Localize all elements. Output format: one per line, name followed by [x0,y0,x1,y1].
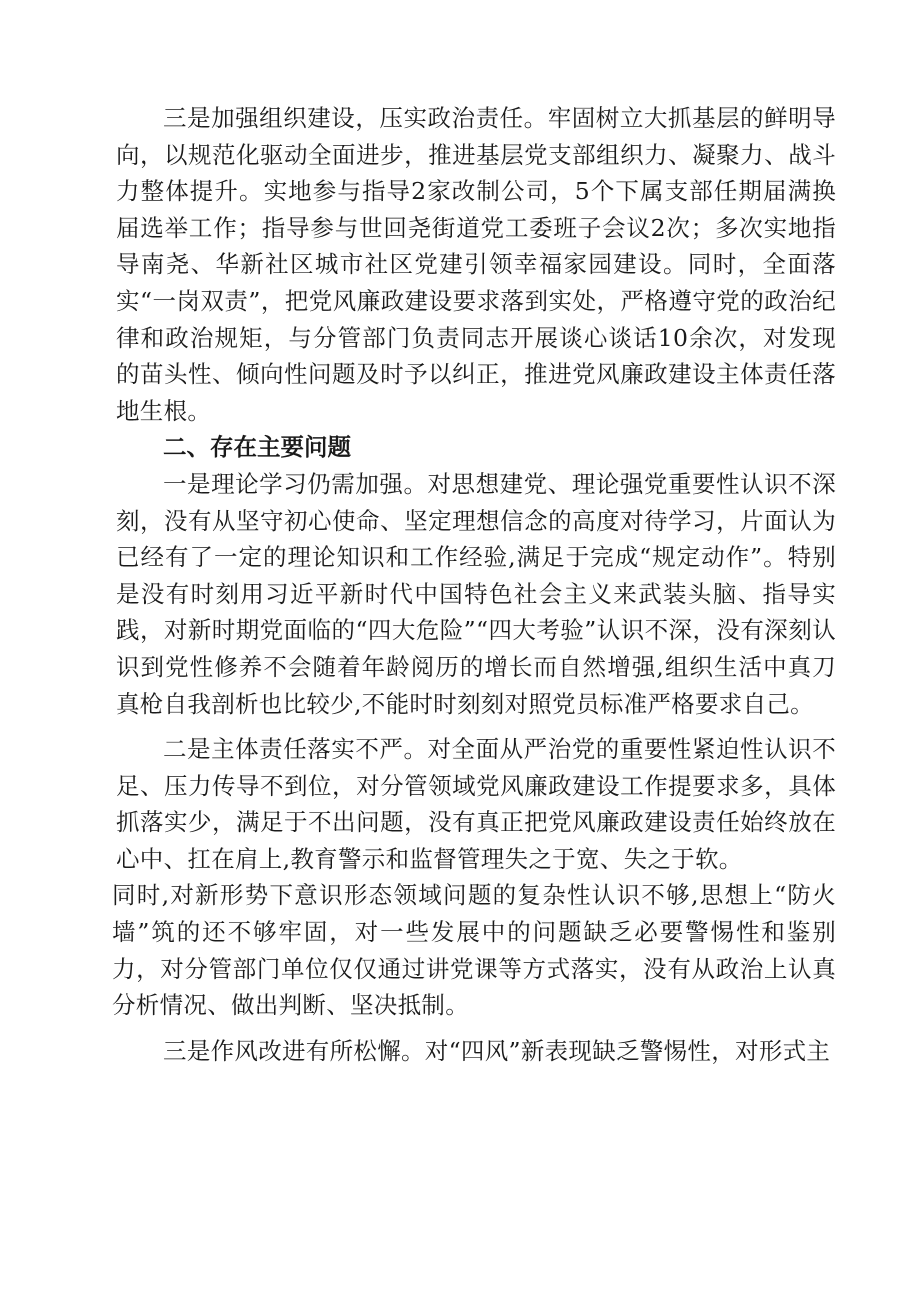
paragraph-spacer [116,722,836,731]
paragraph-organization-building: 三是加强组织建设，压实政治责任。牢固树立大抓基层的鲜明导向，以规范化驱动全面进步，推进基层党支部组织力、凝聚力、战斗力整体提升。实地参与指导2家改制公司，5个下属支部任期届满换届选举工作；指导参与世回尧街道党工委班子会议2次；多次实地指导南尧、华新社区城市社区党建引领幸福家园建设。同时，全面落实“一岗双责”，把党风廉政建设要求落到实处，严格遵守党的政治纪律和政治规矩，与分管部门负责同志开展谈心谈话10余次，对发现的苗头性、倾向性问题及时予以纠正，推进党风廉政建设主体责任落地生根。 [116,104,836,425]
section-heading-problems: 二、存在主要问题 [163,433,351,462]
paragraph-theory-study: 一是理论学习仍需加强。对思想建党、理论强党重要性认识不深刻，没有从坚守初心使命、坚定理想信念的高度对待学习，片面认为已经有了一定的理论知识和工作经验,满足于完成“规定动作”。特别是没有时刻用习近平新时代中国特色社会主义来武装头脑、指导实践，对新时期党面临的“四大危险”“四大考验”认识不深，没有深刻认识到党性修养不会随着年龄阅历的增长而自然增强,组织生活中真刀真枪自我剖析也比较少,不能时时刻刻对照党员标准严格要求自己。 [116,469,836,718]
paragraph-spacer [116,1024,836,1033]
document-page [112,100,836,1069]
paragraph-work-style: 三是作风改进有所松懈。对“四风”新表现缺乏警惕性，对形式主 [163,1036,831,1065]
paragraph-ideology: 同时,对新形势下意识形态领域问题的复杂性认识不够,思想上“防火墙”筑的还不够牢固，对一些发展中的问题缺乏必要警惕性和鉴别力，对分管部门单位仅仅通过讲党课等方式落实，没有从政治上认真分析情况、做出判断、坚决抵制。 [112,881,836,1020]
paragraph-main-responsibility: 二是主体责任落实不严。对全面从严治党的重要性紧迫性认识不足、压力传导不到位，对分管领域党风廉政建设工作提要求多，具体抓落实少，满足于不出问题，没有真正把党风廉政建设责任始终放在心中、扛在肩上,教育警示和监督管理失之于宽、失之于软。 [116,735,836,873]
